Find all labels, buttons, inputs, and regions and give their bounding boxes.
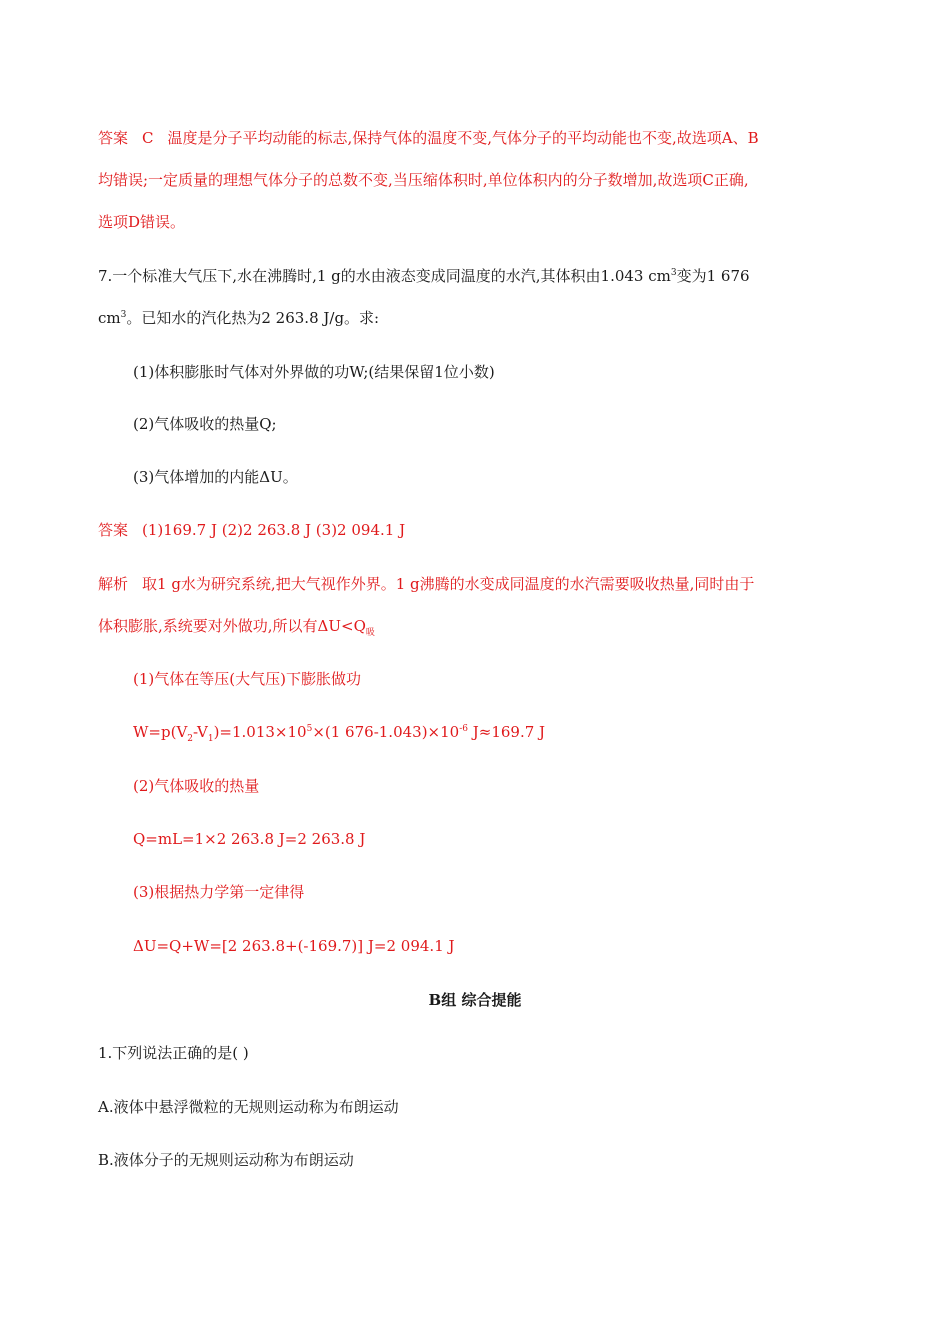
analysis-line2 — [98, 615, 375, 637]
eq-part: J≈169.7 J — [468, 723, 546, 741]
answer-c-line3: 选项D错误。 — [98, 213, 186, 231]
eq-part: W=p(V — [133, 723, 188, 741]
analysis-s3-eq: ΔU=Q+W=[2 263.8+(-169.7)] J=2 094.1 J — [133, 937, 455, 955]
eq-part: )=1.013×10 — [213, 723, 307, 741]
answer-c-line2: 均错误;一定质量的理想气体分子的总数不变,当压缩体积时,单位体积内的分子数增加,故选项C正确, — [98, 171, 749, 189]
answer7-line — [98, 519, 405, 541]
answer-c-line1 — [98, 127, 759, 149]
q7-unit: cm — [98, 309, 121, 327]
q7-line2 — [98, 307, 379, 329]
analysis-label: 解析 — [98, 575, 129, 593]
analysis-sub: 吸 — [365, 628, 375, 638]
analysis-s3-title: (3)根据热力学第一定律得 — [133, 883, 305, 901]
q1-option-a: A.液体中悬浮微粒的无规则运动称为布朗运动 — [98, 1098, 399, 1116]
eq-sub: 2 — [187, 734, 194, 744]
analysis-s1-title: (1)气体在等压(大气压)下膨胀做功 — [133, 670, 361, 688]
q7-sub1: (1)体积膨胀时气体对外界做的功W;(结果保留1位小数) — [133, 363, 495, 381]
answer-label: 答案 — [98, 129, 129, 147]
eq-sup: -6 — [459, 724, 468, 734]
q1-stem: 1.下列说法正确的是( ) — [98, 1044, 249, 1062]
answer-choice: C — [142, 129, 154, 147]
eq-sup: 5 — [306, 724, 313, 734]
analysis-s1-eq — [133, 721, 545, 743]
analysis-s2-title: (2)气体吸收的热量 — [133, 777, 260, 795]
eq-sub: 1 — [207, 734, 214, 744]
q7-sup: 3 — [670, 268, 677, 278]
answer-text: 温度是分子平均动能的标志,保持气体的温度不变,气体分子的平均动能也不变,故选项A、B — [167, 129, 759, 147]
analysis-s2-eq: Q=mL=1×2 263.8 J=2 263.8 J — [133, 830, 366, 848]
q7-sub3: (3)气体增加的内能ΔU。 — [133, 468, 298, 486]
q1-option-b: B.液体分子的无规则运动称为布朗运动 — [98, 1151, 354, 1169]
answer7-text: (1)169.7 J (2)2 263.8 J (3)2 094.1 J — [142, 521, 406, 539]
q7-unit-sup: 3 — [120, 310, 127, 320]
eq-part: ×(1 676-1.043)×10 — [312, 723, 460, 741]
answer7-label: 答案 — [98, 521, 129, 539]
analysis-line1 — [98, 573, 754, 595]
eq-part: -V — [193, 723, 208, 741]
analysis-text1: 取1 g水为研究系统,把大气视作外界。1 g沸腾的水变成同温度的水汽需要吸收热量,同时由于 — [142, 575, 755, 593]
q7-text-a: 7.一个标准大气压下,水在沸腾时,1 g的水由液态变成同温度的水汽,其体积由1.043 cm — [98, 267, 671, 285]
q7-text-c: 。已知水的汽化热为2 263.8 J/g。求: — [126, 309, 380, 327]
q7-line1 — [98, 265, 750, 287]
q7-sub2: (2)气体吸收的热量Q; — [133, 415, 277, 433]
analysis-text2: 体积膨胀,系统要对外做功,所以有ΔU<Q — [98, 617, 366, 635]
section-title: B组 综合提能 — [428, 991, 522, 1009]
q7-text-b: 变为1 676 — [676, 267, 750, 285]
